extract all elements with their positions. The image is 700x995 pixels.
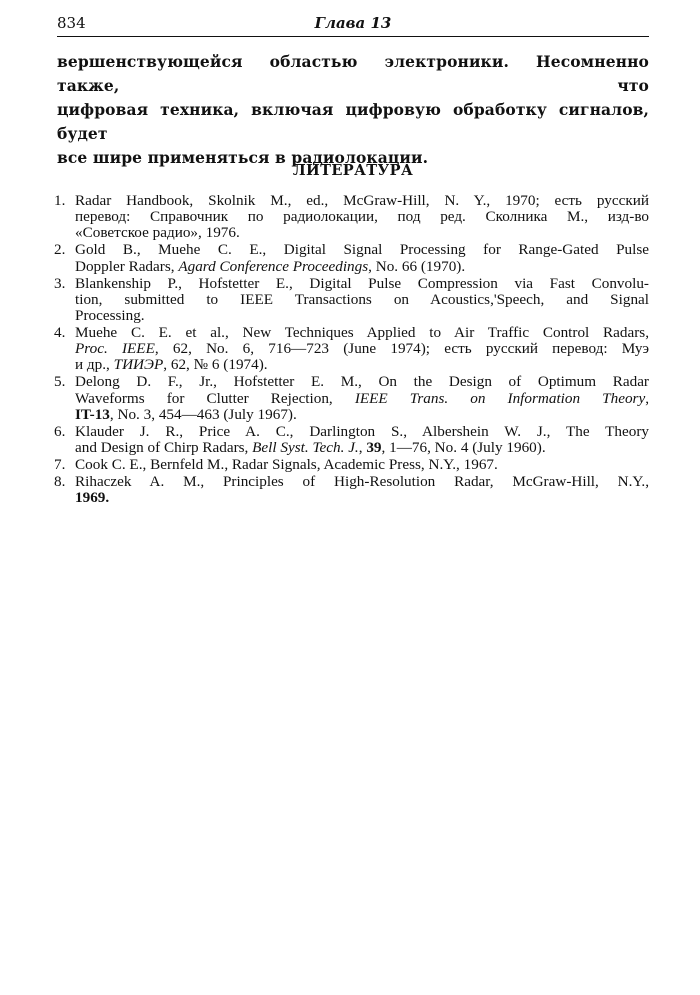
journal-title: Proc. IEEE	[75, 340, 155, 358]
reference-text: 1969.	[75, 489, 110, 507]
reference-text: and Design of Chirp Radars,	[75, 439, 253, 457]
reference-number: 3.	[54, 274, 66, 292]
reference-text: , No. 66 (1970).	[368, 257, 466, 275]
reference-text: , No. 3, 454—463 (July 1967).	[109, 405, 297, 423]
reference-line	[75, 209, 649, 225]
reference-line	[75, 292, 649, 308]
reference-text: Klauder J. R., Price A. C., Darlington S., Albershein W. J., The Theory	[75, 422, 649, 440]
volume-number: IT-13	[75, 405, 110, 423]
running-title: Глава 13	[314, 14, 392, 32]
reference-text: tion, submitted to IEEE Transactions on Acoustics,'Speech, and Signal	[75, 290, 649, 308]
reference-line	[75, 474, 649, 490]
reference-item	[54, 456, 649, 474]
reference-line	[75, 193, 649, 209]
reference-number: 5.	[54, 373, 66, 391]
reference-line	[75, 440, 649, 456]
reference-number: 7.	[54, 456, 66, 474]
reference-text: Rihaczek A. M., Principles of High-Resolution Radar, McGraw-Hill, N.Y.,	[75, 473, 649, 491]
reference-text: , 1—76, No. 4 (July 1960).	[381, 439, 546, 457]
reference-item	[54, 192, 649, 242]
reference-text: Doppler Radars,	[75, 257, 179, 275]
journal-title: Agard Conference Proceedings	[178, 257, 369, 275]
reference-line	[75, 259, 649, 275]
reference-number: 2.	[54, 241, 66, 259]
reference-number: 4.	[54, 324, 66, 342]
reference-line	[75, 490, 649, 506]
reference-text: Gold B., Muehe C. E., Digital Signal Processing for Range-Gated Pulse	[75, 241, 649, 259]
reference-text: Waveforms for Clutter Rejection,	[75, 389, 355, 407]
reference-text: и др.,	[75, 356, 114, 374]
reference-line	[75, 325, 649, 341]
reference-line	[75, 308, 649, 324]
volume-number: 39	[366, 439, 382, 457]
reference-number: 8.	[54, 473, 66, 491]
journal-title: Bell Syst. Tech. J.	[252, 439, 359, 457]
reference-text: ,	[645, 389, 649, 407]
reference-text: Blankenship P., Hofstetter E., Digital Pulse Compression via Fast Convolu-	[75, 274, 649, 292]
reference-line	[75, 424, 649, 440]
reference-line	[75, 407, 649, 423]
reference-text: Muehe C. E. et al., New Techniques Applied to Air Traffic Control Radars,	[75, 324, 649, 342]
reference-item	[54, 241, 649, 275]
reference-line	[75, 374, 649, 390]
reference-text: Cook C. E., Bernfeld M., Radar Signals, Academic Press, N.Y., 1967.	[75, 456, 498, 474]
page-header	[57, 12, 649, 37]
reference-item	[54, 324, 650, 374]
reference-line	[75, 457, 649, 473]
reference-line	[75, 276, 649, 292]
reference-line	[75, 391, 649, 407]
page-number: 834	[57, 14, 86, 32]
reference-number: 1.	[54, 192, 66, 209]
reference-item	[54, 373, 649, 423]
journal-title: ТИИЭР	[113, 356, 164, 374]
intro-line: вершенствующейся областью электроники. Несомненно также, что	[57, 52, 649, 95]
reference-list	[54, 192, 650, 507]
reference-item	[54, 274, 649, 325]
section-heading: ЛИТЕРАТУРА	[292, 162, 414, 179]
reference-line	[75, 357, 649, 373]
reference-text: перевод: Справочник по радиолокации, под ред. Сколника М., изд-во	[75, 208, 649, 226]
journal-title: IEEE Trans. on Information Theory	[354, 389, 646, 407]
reference-text: «Советское радио», 1976.	[75, 224, 240, 242]
reference-text: , 62, № 6 (1974).	[163, 356, 268, 374]
reference-number: 6.	[54, 422, 66, 440]
reference-text: Processing.	[75, 307, 145, 325]
reference-line	[75, 225, 649, 241]
intro-line: все шире применяться в радиолокации.	[57, 148, 429, 167]
intro-paragraph	[57, 50, 649, 170]
reference-text: Radar Handbook, Skolnik M., ed., McGraw-Hill, N. Y., 1970; есть русский	[75, 192, 649, 209]
reference-text: ,	[358, 439, 367, 457]
reference-line	[75, 242, 649, 258]
intro-line: цифровая техника, включая цифровую обработку сигналов, будет	[57, 100, 649, 143]
reference-text: , 62, No. 6, 716—723 (June 1974); есть русский перевод: Муэ	[154, 340, 650, 358]
reference-item	[54, 473, 649, 507]
reference-item	[54, 422, 649, 457]
reference-line	[75, 341, 649, 357]
reference-text: Delong D. F., Jr., Hofstetter E. M., On the Design of Optimum Radar	[75, 373, 649, 391]
